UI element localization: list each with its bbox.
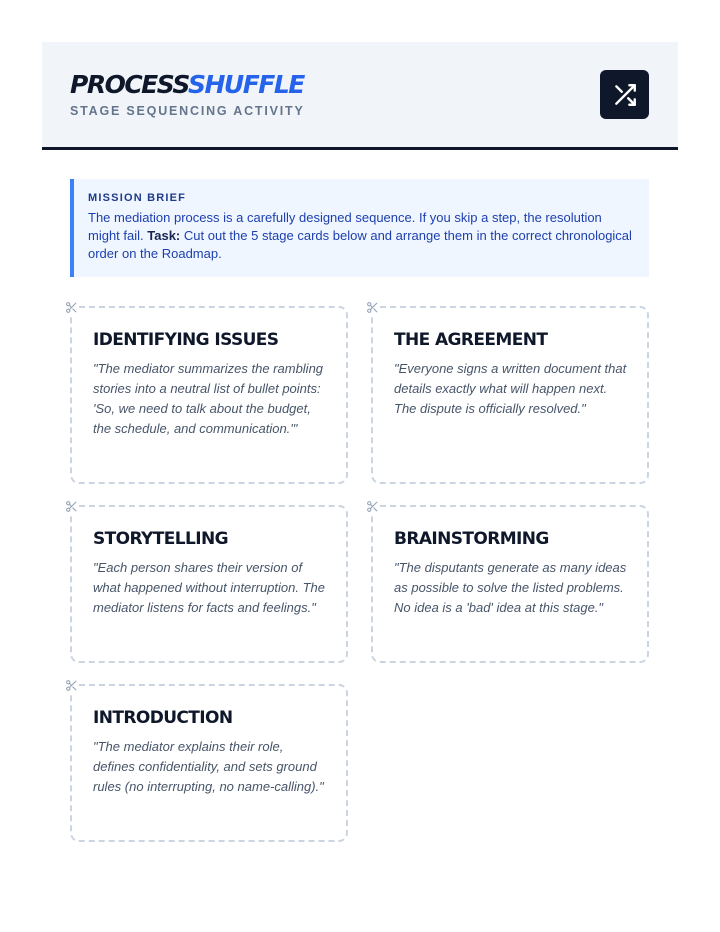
mission-brief-label: MISSION BRIEF	[88, 192, 187, 204]
brief-text-before: The mediation process is a carefully designed sequence. If you skip a step, the resolution might fail.	[88, 210, 602, 243]
scissors-icon	[64, 300, 79, 315]
stage-card-title: IDENTIFYING ISSUES	[93, 330, 279, 350]
stage-card-title: INTRODUCTION	[93, 708, 233, 728]
scissors-icon	[365, 300, 380, 315]
mission-brief-text	[88, 209, 633, 263]
scissors-icon	[365, 499, 380, 514]
scissors-icon	[64, 499, 79, 514]
stage-card-introduction[interactable]	[70, 684, 348, 842]
stage-card-text: "The mediator summarizes the rambling stories into a neutral list of bullet points: 'So, we need to talk about the budget, the schedule, and communication.'"	[93, 361, 324, 436]
stage-card-storytelling[interactable]	[70, 505, 348, 663]
stage-card-text: "Everyone signs a written document that details exactly what will happen next. The dispute is officially resolved."	[394, 361, 627, 416]
mission-brief	[70, 179, 649, 277]
scissors-icon	[64, 678, 79, 693]
stage-card-title: THE AGREEMENT	[394, 330, 548, 350]
stage-card-title: STORYTELLING	[93, 529, 228, 549]
page-subtitle: STAGE SEQUENCING ACTIVITY	[70, 104, 305, 118]
title-part-2: SHUFFLE	[187, 70, 304, 99]
brief-task-label: Task:	[147, 228, 181, 243]
page-title	[70, 72, 304, 97]
stage-card-text: "The disputants generate as many ideas as possible to solve the listed problems. No idea is a 'bad' idea at this stage."	[394, 560, 627, 615]
title-part-1: PROCESS	[70, 70, 188, 99]
stage-card-the-agreement[interactable]	[371, 306, 649, 484]
shuffle-button[interactable]	[600, 70, 649, 119]
stage-card-text: "The mediator explains their role, defines confidentiality, and sets ground rules (no interrupting, no name-calling)."	[93, 739, 324, 794]
stage-card-text: "Each person shares their version of what happened without interruption. The mediator listens for facts and feelings."	[93, 560, 325, 615]
header	[42, 42, 678, 150]
stage-card-identifying-issues[interactable]	[70, 306, 348, 484]
shuffle-icon	[612, 82, 638, 108]
stage-card-brainstorming[interactable]	[371, 505, 649, 663]
brief-text-after: Cut out the 5 stage cards below and arrange them in the correct chronological order on the Roadmap.	[88, 228, 632, 261]
stage-card-title: BRAINSTORMING	[394, 529, 549, 549]
